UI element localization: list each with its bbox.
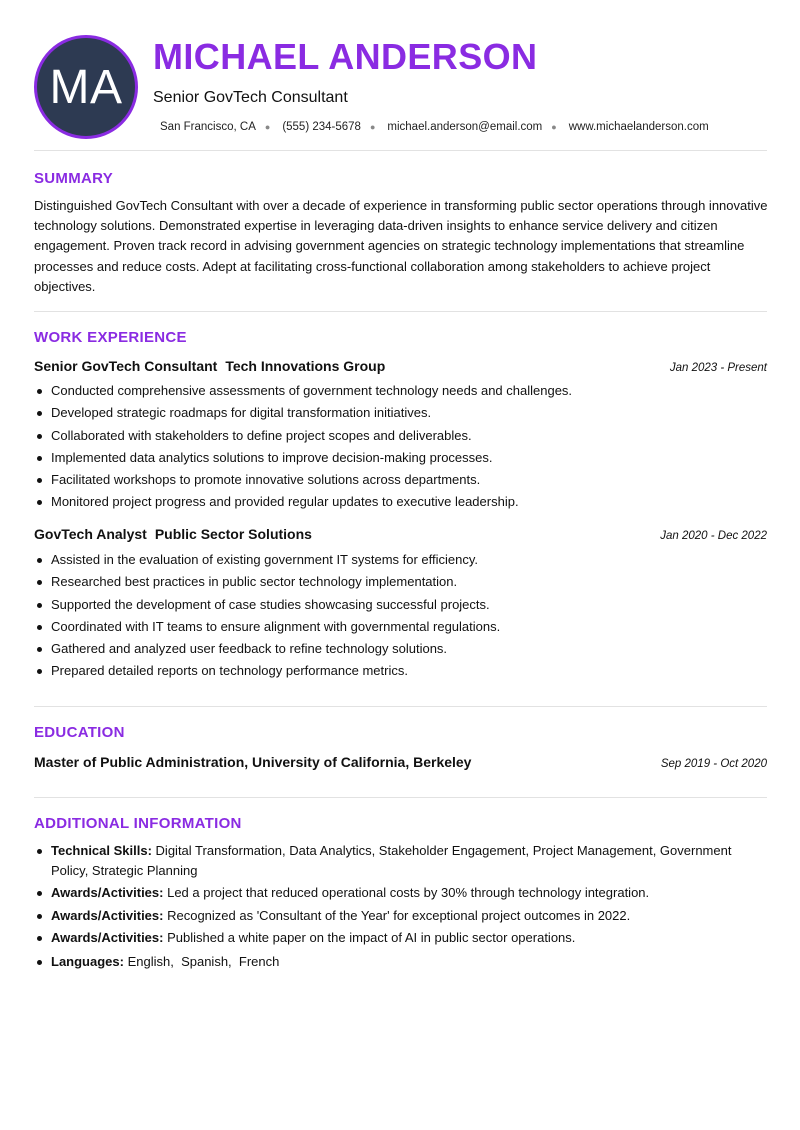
item-text: Recognized as 'Consultant of the Year' for exceptional project outcomes in 2022. (167, 907, 631, 923)
list-item: Monitored project progress and provided regular updates to executive leadership. (34, 491, 767, 513)
item-label: Awards/Activities: (51, 885, 164, 900)
education-degree: Master of Public Administration, University of California, Berkeley (34, 754, 472, 770)
separator-dot-icon: ● (369, 122, 376, 132)
divider (34, 150, 767, 151)
list-item (34, 883, 767, 903)
contact-phone: (555) 234-5678 (282, 121, 361, 133)
list-item: Facilitated workshops to promote innovative solutions across departments. (34, 469, 767, 491)
list-item: Collaborated with stakeholders to define project scopes and deliverables. (34, 425, 767, 447)
avatar: MA (34, 35, 138, 139)
summary-text: Distinguished GovTech Consultant with over a decade of experience in transforming public sector operations through innovative technology solutions. Demonstrated expertise in leveraging data-driven insights to enhance service delivery and citizen engagement. Proven track record in advising government agencies on strategic technology implementations that streamline processes and reduce costs. Adept at facilitating cross-functional collaboration among stakeholders to achieve project objectives. (34, 198, 768, 294)
section-title-education: EDUCATION (34, 724, 125, 741)
item-label: Awards/Activities: (51, 930, 164, 945)
divider (34, 797, 767, 798)
job-header (34, 358, 767, 376)
job-company: Public Sector Solutions (154, 526, 312, 542)
contact-email[interactable]: michael.anderson@email.com (387, 121, 543, 133)
additional-list (34, 841, 767, 974)
education-dates: Sep 2019 - Oct 2020 (660, 758, 767, 770)
job-dates: Jan 2023 - Present (669, 362, 767, 374)
divider (34, 311, 767, 312)
contact-website[interactable]: www.michaelanderson.com (568, 121, 709, 133)
item-text: Published a white paper on the impact of AI in public sector operations. (167, 930, 576, 945)
job-dates: Jan 2020 - Dec 2022 (660, 530, 767, 542)
candidate-title: Senior GovTech Consultant (153, 89, 348, 106)
item-text: Led a project that reduced operational costs by 30% through technology integration. (167, 885, 650, 900)
section-title-additional: ADDITIONAL INFORMATION (34, 815, 242, 832)
item-label: Languages: (51, 953, 124, 969)
separator-dot-icon: ● (264, 122, 271, 132)
item-label: Technical Skills: (51, 843, 152, 858)
list-item: Implemented data analytics solutions to improve decision-making processes. (34, 447, 767, 469)
separator-dot-icon: ● (551, 122, 557, 132)
job-company: Tech Innovations Group (225, 358, 386, 374)
item-label: Awards/Activities: (51, 907, 164, 923)
item-text: English, Spanish, French (127, 953, 280, 969)
section-title-experience: WORK EXPERIENCE (34, 329, 187, 346)
list-item: Conducted comprehensive assessments of government technology needs and challenges. (34, 380, 767, 402)
job-bullets (34, 380, 767, 514)
list-item: Researched best practices in public sector technology implementation. (34, 571, 767, 593)
contact-row (160, 121, 709, 133)
list-item: Coordinated with IT teams to ensure alignment with governmental regulations. (34, 616, 767, 638)
section-title-summary: SUMMARY (34, 170, 114, 187)
list-item (34, 906, 767, 926)
list-item: Assisted in the evaluation of existing government IT systems for efficiency. (34, 549, 767, 571)
education-entry (34, 754, 767, 770)
list-item (34, 841, 767, 880)
job-role: GovTech Analyst (34, 526, 147, 542)
contact-location: San Francisco, CA (160, 121, 256, 133)
divider (34, 706, 767, 707)
list-item (34, 952, 767, 972)
list-item: Supported the development of case studies showcasing successful projects. (34, 594, 767, 616)
list-item: Gathered and analyzed user feedback to refine technology solutions. (34, 638, 767, 660)
job-role: Senior GovTech Consultant (34, 358, 218, 374)
list-item: Prepared detailed reports on technology performance metrics. (34, 660, 767, 682)
candidate-name: MICHAEL ANDERSON (153, 36, 538, 77)
job-header (34, 526, 767, 544)
list-item (34, 928, 767, 948)
item-text: Digital Transformation, Data Analytics, Stakeholder Engagement, Project Management, Government Policy, Strategic Planning (51, 843, 732, 878)
list-item: Developed strategic roadmaps for digital transformation initiatives. (34, 402, 767, 424)
job-bullets (34, 549, 767, 683)
